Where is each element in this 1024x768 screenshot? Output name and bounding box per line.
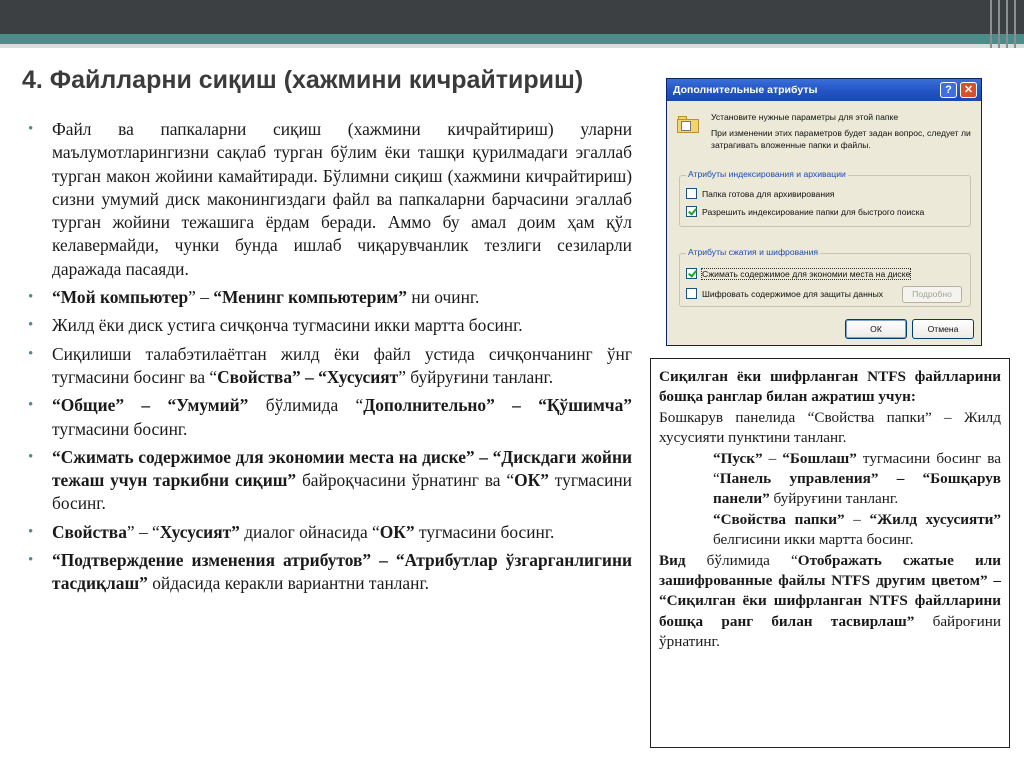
bold-text: “Подтверждение изменения атрибутов” – “Атрибутлар ўзгарганлигини тасдиқлаш” — [52, 550, 632, 594]
encrypt-label: Шифровать содержимое для защиты данных — [702, 288, 884, 299]
encrypt-checkbox[interactable] — [686, 288, 697, 299]
text-segment: буйруғини танланг. — [769, 490, 899, 508]
bold-text: “Свойства папки” — [713, 510, 845, 528]
text-segment: Жилд ёки диск устига сичқонча тугмасини икки мартта босинг. — [52, 315, 523, 336]
bold-text: “Менинг компьютерим” — [213, 287, 407, 308]
header-bar-accent — [0, 34, 1024, 44]
header-bar-dark — [0, 0, 1024, 34]
note-paragraph — [659, 449, 1001, 510]
bullet-item — [28, 314, 632, 337]
text-segment: бўлимида “ — [685, 551, 798, 569]
bold-text: Вид — [659, 551, 686, 569]
note-box — [650, 358, 1010, 748]
archive-option[interactable] — [686, 188, 835, 199]
text-segment: ” – — [188, 287, 214, 308]
index-label: Разрешить индексирование папки для быстрого поиска — [702, 206, 925, 217]
text-segment: Бошкарув панелида “Свойства папки” – Жилд хусусияти пунктини танланг. — [659, 408, 1001, 447]
help-button[interactable]: ? — [940, 82, 957, 98]
cancel-button[interactable]: Отмена — [912, 319, 974, 339]
bold-text: ОК” — [514, 470, 549, 491]
bullet-item — [28, 286, 632, 309]
archive-checkbox[interactable] — [686, 188, 697, 199]
text-segment: – — [762, 449, 783, 467]
intro-line-1: Установите нужные параметры для этой папке — [711, 112, 899, 122]
bold-text: “Пуск” — [713, 449, 763, 467]
bold-text: Свойства” – “Хусусият — [217, 366, 399, 387]
bullet-item — [28, 446, 632, 516]
index-option[interactable] — [686, 206, 924, 217]
text-segment: – — [844, 510, 870, 528]
bold-text: “Бошлаш” — [782, 449, 857, 467]
bold-text: Отображать сжатые или зашифрованные файлы NTFS другим цветом” – “Сиқилган ёки шифрланган NTFS файлларини бошқа ранг билан тасвирлаш” — [659, 551, 1001, 630]
bold-text: Хусусият” — [159, 521, 240, 542]
ok-button[interactable]: ОК — [845, 319, 907, 339]
indexing-group-label: Атрибуты индексирования и архивации — [688, 169, 846, 179]
text-segment: Сиқилиши талабэтилаётган жилд ёки файл устида сичқончанинг ўнг тугмасини босинг ва “ — [52, 343, 632, 387]
text-segment: ” буйруғини танланг. — [398, 366, 554, 387]
corner-decoration — [984, 0, 1024, 48]
text-segment: ни очинг. — [406, 287, 480, 308]
slide-title: 4. Файлларни сиқиш (хажмини кичрайтириш) — [22, 66, 584, 94]
bold-text: “Жилд хусусияти” — [869, 510, 1001, 528]
note-paragraph — [659, 510, 1001, 551]
text-segment: тугмасини босинг. — [52, 418, 188, 439]
text-segment: белгисини икки мартта босинг. — [713, 531, 914, 549]
bold-text: Дополнительно” – “Қўшимча” — [363, 395, 632, 416]
bold-text: Свойства — [52, 521, 127, 542]
bullet-item — [28, 343, 632, 390]
intro-line-2: При изменении этих параметров будет задан вопрос, следует ли затрагивать вложенные папки и файлы. — [711, 128, 971, 150]
bold-text: “Общие” – “Умумий” — [52, 395, 249, 416]
text-segment: бўлимида “ — [248, 395, 364, 416]
text-segment: тугмасини босинг. — [414, 521, 555, 542]
bullet-list — [28, 118, 632, 601]
compression-group — [679, 247, 971, 307]
index-checkbox[interactable] — [686, 206, 697, 217]
text-segment: диалог ойнасида “ — [239, 521, 380, 542]
header-bar-light — [0, 44, 1024, 48]
bullet-item — [28, 521, 632, 544]
bold-text: Панель управления” – “Бошқарув панели” — [713, 470, 1001, 508]
details-button[interactable]: Подробно — [902, 286, 962, 303]
archive-label: Папка готова для архивирования — [702, 188, 835, 199]
text-segment: байроқчасини ўрнатинг ва “ — [296, 470, 515, 491]
bold-text: “Сжимать содержимое для экономии места на диске” – “Дискдаги жойни тежаш учун таркибни сиқиш” — [52, 446, 632, 491]
text-segment: тугмасини босинг ва “ — [713, 449, 1001, 488]
close-button[interactable]: ✕ — [960, 82, 977, 98]
dialog-intro — [711, 111, 973, 151]
dialog-titlebar — [667, 79, 981, 101]
compress-option[interactable] — [686, 268, 910, 279]
text-segment: ” – “ — [126, 521, 160, 542]
compress-label: Сжимать содержимое для экономии места на диске — [702, 268, 911, 279]
text-segment: ойдасида керакли вариантни танланг. — [147, 573, 429, 594]
indexing-group — [679, 169, 971, 227]
note-paragraph — [659, 408, 1001, 449]
text-segment: байроғини ўрнатинг. — [659, 612, 1001, 651]
advanced-attributes-dialog — [666, 78, 982, 346]
text-segment: Файл ва папкаларни сиқиш (хажмини кичрайтириш) уларни маълумотларингизни сақлаб турган бўлим ёки ташқи қурилмадаги эгаллаб турган макон жойини камайтиради. Бўлимни сиқиш (хажмини кичрайтириш) сизни умумий диск маконингиздаги файл ва папкаларни барчасини эгаллаб турган жойини тежашига ёрдам беради. Аммо бу амал доим ҳам қўл келавермайди, чунки бунда ишлаб чиқарувчанлик тезлиги сезиларли даражада пасаяди. — [52, 119, 632, 279]
bullet-item — [28, 394, 632, 441]
text-segment: тугмасини босинг. — [52, 470, 632, 514]
bullet-item — [28, 118, 632, 281]
encrypt-option[interactable] — [686, 288, 883, 299]
dialog-title: Дополнительные атрибуты — [673, 84, 818, 96]
compress-checkbox[interactable] — [686, 268, 697, 279]
bullet-item — [28, 549, 632, 596]
folder-icon — [677, 115, 699, 133]
bold-text: “Мой компьютер — [52, 287, 189, 308]
bold-text: ОК” — [379, 521, 415, 542]
note-paragraph — [659, 367, 1001, 408]
note-paragraph — [659, 551, 1001, 653]
bold-text: Сиқилган ёки шифрланган NTFS файлларини бошқа ранглар билан ажратиш учун: — [659, 368, 1001, 406]
compression-group-label: Атрибуты сжатия и шифрования — [688, 247, 819, 257]
